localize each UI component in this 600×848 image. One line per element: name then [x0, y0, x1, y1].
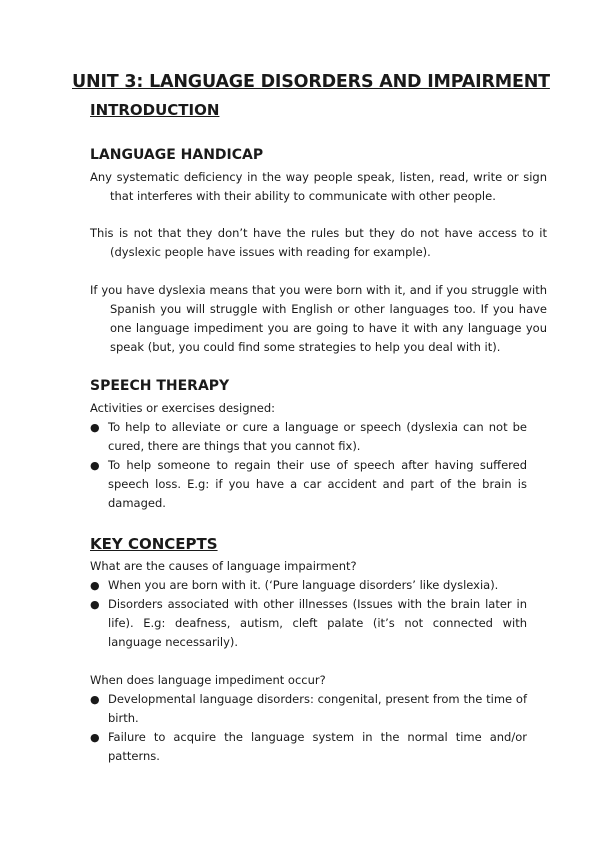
bullet-icon: ●: [90, 579, 100, 592]
list-item: [90, 576, 527, 595]
occurrence-question: When does language impediment occur?: [90, 673, 326, 687]
key-concepts-heading: KEY CONCEPTS: [90, 535, 218, 553]
list-item-text: Failure to acquire the language system in the normal time and/or patterns.: [108, 730, 527, 763]
language-handicap-heading: LANGUAGE HANDICAP: [90, 147, 264, 163]
list-item-text: To help to alleviate or cure a language or speech (dyslexia can not be cured, there are things that you cannot fix).: [108, 420, 527, 453]
speech-therapy-lead: Activities or exercises designed:: [90, 401, 276, 415]
bullet-icon: ●: [90, 693, 100, 706]
list-item: [90, 418, 527, 456]
handicap-definition: Any systematic deficiency in the way people speak, listen, read, write or sign that interferes with their ability to communicate with other people.: [90, 170, 547, 203]
unit-title: UNIT 3: LANGUAGE DISORDERS AND IMPAIRMENT: [72, 72, 550, 92]
handicap-access-paragraph: This is not that they don’t have the rules but they do not have access to it (dyslexic people have issues with reading for example).: [90, 226, 547, 259]
speech-therapy-heading: SPEECH THERAPY: [90, 378, 230, 394]
list-item: [90, 690, 527, 728]
bullet-icon: ●: [90, 731, 100, 744]
bullet-icon: ●: [90, 598, 100, 611]
list-item-text: Disorders associated with other illnesses (Issues with the brain later in life). E.g: deafness, autism, cleft palate (it’s not connected with language necessarily).: [108, 597, 527, 649]
bullet-icon: ●: [90, 459, 100, 472]
dyslexia-paragraph: If you have dyslexia means that you were born with it, and if you struggle with Spanish you will struggle with English or other languages too. If you have one language impediment you are going to have it with any language you speak (but, you could find some strategies to help you deal with it).: [90, 283, 547, 354]
occurrence-list: [90, 690, 527, 766]
list-item-text: When you are born with it. (‘Pure language disorders’ like dyslexia).: [108, 578, 499, 592]
list-item-text: Developmental language disorders: congenital, present from the time of birth.: [108, 692, 527, 725]
list-item: [90, 456, 527, 513]
list-item: [90, 595, 527, 652]
introduction-heading: INTRODUCTION: [90, 101, 220, 119]
speech-therapy-list: [90, 418, 527, 513]
causes-list: [90, 576, 527, 652]
list-item-text: To help someone to regain their use of speech after having suffered speech loss. E.g: if you have a car accident and part of the brain is damaged.: [108, 458, 527, 510]
causes-question: What are the causes of language impairment?: [90, 559, 357, 573]
bullet-icon: ●: [90, 421, 100, 434]
list-item: [90, 728, 527, 766]
